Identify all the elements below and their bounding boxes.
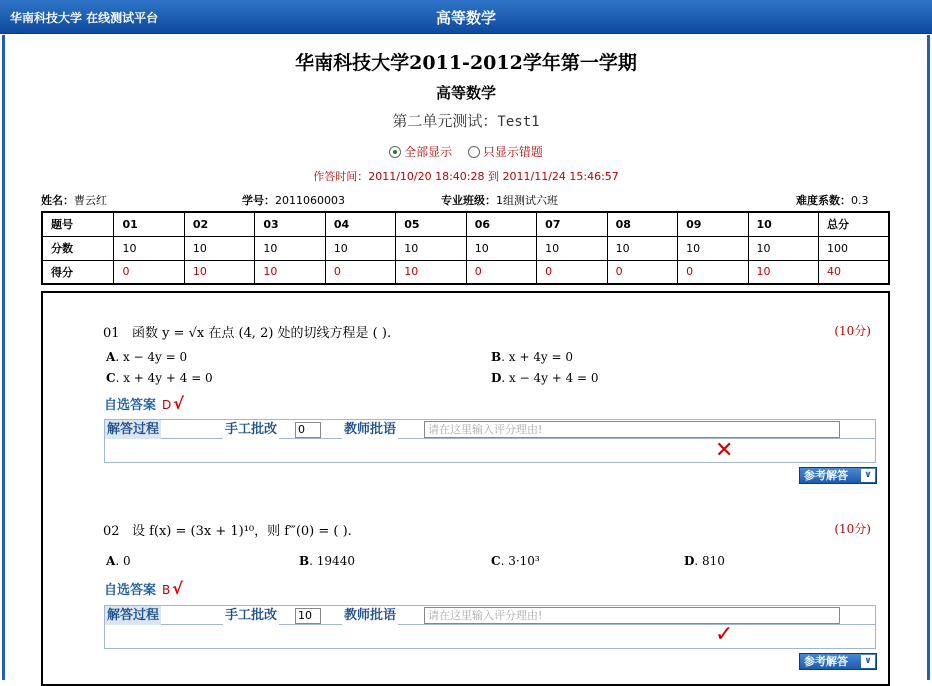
option-key: A (106, 350, 116, 364)
table-cell: 10 (748, 260, 818, 284)
correct-check-icon: √ (173, 394, 184, 413)
option-text: . 810 (694, 554, 725, 568)
table-cell: 10 (537, 236, 607, 260)
my-answer-label: 自选答案 (104, 398, 157, 413)
difficulty (796, 192, 869, 208)
option-text: . x − 4y + 4 = 0 (501, 371, 599, 385)
reference-answer-button[interactable] (799, 467, 877, 484)
option-text: . x − 4y = 0 (115, 350, 188, 364)
id-label: 学号： (242, 194, 275, 207)
teacher-comment-label: 教师批语 (344, 422, 397, 437)
class-label: 专业班级： (441, 194, 496, 207)
option-text: . x + 4y = 0 (501, 350, 573, 364)
option-key: D (684, 554, 695, 568)
table-cell: 10 (255, 236, 325, 260)
work-label: 解答过程 (107, 422, 160, 437)
table-cell: 0 (466, 260, 536, 284)
exam-title: 华南科技大学2011-2012学年第一学期 (295, 52, 637, 74)
chevron-down-icon[interactable]: ∨ (861, 655, 875, 668)
table-cell: 分数 (42, 236, 114, 260)
table-cell: 0 (607, 260, 677, 284)
table-cell: 10 (748, 212, 818, 236)
test-name (0, 110, 932, 131)
score-earned-row (42, 260, 889, 284)
table-cell: 10 (466, 236, 536, 260)
question-02 (103, 520, 883, 680)
mode-wrong-label[interactable]: 只显示错题 (482, 145, 543, 159)
table-cell: 10 (184, 260, 254, 284)
question-points: (10分) (834, 324, 871, 338)
question-text: 设 f(x) = (3x + 1)¹⁰，则 f‴(0) = ( ). (131, 524, 352, 539)
option-d (684, 554, 725, 568)
my-answer (104, 394, 184, 413)
id-value: 2011060003 (275, 194, 345, 207)
question-number: 02 (103, 524, 120, 539)
table-cell: 01 (114, 212, 184, 236)
comment-input[interactable]: 请在这里输入评分理由! (424, 607, 840, 624)
reference-answer-label[interactable]: 参考解答 (804, 655, 848, 668)
table-cell: 0 (325, 260, 395, 284)
class-value: 1组测试六班 (496, 194, 558, 207)
my-answer-value: D (162, 398, 172, 412)
answer-time: 作答时间：2011/10/20 18:40:28 到 2011/11/24 15:46:57 (313, 170, 619, 183)
option-key: B (299, 554, 310, 568)
work-label: 解答过程 (107, 608, 160, 623)
option-b (491, 350, 573, 364)
mode-all-label[interactable]: 全部显示 (404, 145, 453, 159)
table-cell: 08 (607, 212, 677, 236)
option-a (106, 350, 187, 364)
wrong-cross-icon: ✕ (715, 438, 734, 463)
mode-all-option[interactable] (389, 143, 452, 160)
difficulty-value: 0.3 (851, 194, 869, 207)
table-cell: 03 (255, 212, 325, 236)
chevron-down-icon[interactable]: ∨ (861, 469, 875, 482)
option-text: . 3·10³ (500, 554, 540, 568)
test-prefix: 第二单元测试： (392, 112, 498, 130)
option-key: B (491, 350, 502, 364)
option-b (299, 554, 355, 568)
reference-answer-button[interactable] (799, 653, 877, 670)
option-text: . 19440 (309, 554, 355, 568)
table-cell: 10 (114, 236, 184, 260)
work-area (104, 605, 876, 649)
table-cell: 总分 (818, 212, 889, 236)
platform-name: 华南科技大学 在线测试平台 (10, 11, 159, 25)
option-key: D (491, 371, 502, 385)
score-table (41, 211, 890, 285)
question-01 (103, 322, 883, 492)
mode-wrong-option[interactable] (468, 143, 543, 160)
exam-course: 高等数学 (435, 84, 496, 102)
student-class (441, 192, 558, 208)
table-cell: 得分 (42, 260, 114, 284)
reference-answer-label[interactable]: 参考解答 (804, 469, 848, 482)
table-cell: 40 (818, 260, 889, 284)
teacher-comment-label: 教师批语 (344, 608, 397, 623)
table-cell: 07 (537, 212, 607, 236)
option-key: A (106, 554, 116, 568)
option-a (106, 554, 131, 568)
header-course-title: 高等数学 (435, 9, 496, 27)
option-text: . x + 4y + 4 = 0 (115, 371, 213, 385)
table-cell: 10 (396, 260, 466, 284)
option-c (491, 554, 540, 568)
comment-input[interactable]: 请在这里输入评分理由! (424, 421, 840, 438)
table-cell: 04 (325, 212, 395, 236)
option-text: . 0 (115, 554, 131, 568)
name-label: 姓名： (41, 194, 74, 207)
table-cell: 10 (184, 236, 254, 260)
radio-unchecked-icon[interactable] (468, 146, 480, 158)
table-cell: 10 (748, 236, 818, 260)
table-cell: 10 (607, 236, 677, 260)
table-cell: 0 (537, 260, 607, 284)
question-text: 函数 y = √x 在点 (4, 2) 处的切线方程是 ( ). (131, 326, 392, 341)
grading-row (105, 606, 875, 625)
option-c (106, 371, 213, 385)
my-answer (104, 579, 183, 598)
correct-check-icon: √ (172, 579, 183, 598)
question-stem (103, 322, 391, 341)
score-header-row (42, 212, 889, 236)
option-d (491, 371, 599, 385)
option-key: C (106, 371, 116, 385)
top-bar (0, 0, 932, 34)
table-cell: 题号 (42, 212, 114, 236)
question-points: (10分) (834, 522, 871, 536)
manual-score-input[interactable]: 10 (295, 608, 321, 624)
table-cell: 10 (255, 260, 325, 284)
manual-grade-label: 手工批改 (225, 608, 278, 623)
table-cell: 09 (678, 212, 748, 236)
score-points-row (42, 236, 889, 260)
option-key: C (491, 554, 501, 568)
table-cell: 05 (396, 212, 466, 236)
table-cell: 0 (114, 260, 184, 284)
correct-tick-icon: ✓ (715, 622, 734, 647)
work-area (104, 419, 876, 463)
manual-grade-label: 手工批改 (225, 422, 278, 437)
table-cell: 06 (466, 212, 536, 236)
test-id: Test1 (497, 114, 540, 130)
table-cell: 02 (184, 212, 254, 236)
question-stem (103, 520, 352, 539)
name-value: 曹云红 (74, 194, 107, 207)
radio-checked-icon[interactable] (389, 146, 401, 158)
my-answer-label: 自选答案 (104, 583, 157, 598)
student-name (41, 192, 107, 208)
question-number: 01 (103, 326, 120, 341)
table-cell: 100 (818, 236, 889, 260)
difficulty-label: 难度系数： (796, 194, 851, 207)
table-cell: 10 (678, 236, 748, 260)
student-id (242, 192, 345, 208)
table-cell: 10 (325, 236, 395, 260)
display-mode (0, 143, 932, 160)
grading-row (105, 420, 875, 439)
table-cell: 10 (396, 236, 466, 260)
my-answer-value: B (162, 583, 171, 597)
manual-score-input[interactable]: 0 (295, 422, 321, 438)
table-cell: 0 (678, 260, 748, 284)
